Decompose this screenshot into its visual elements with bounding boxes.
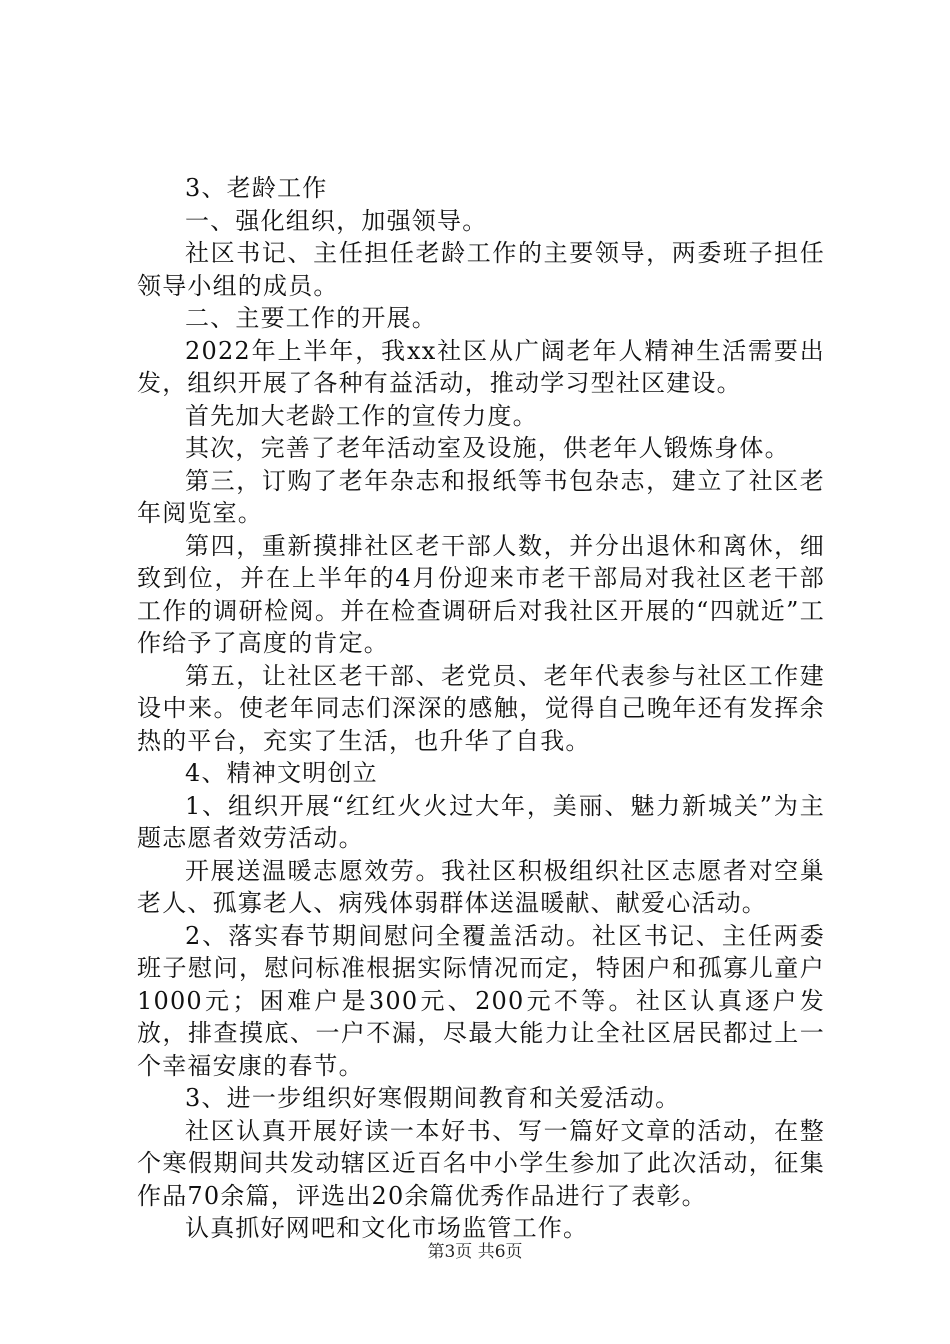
paragraph-warmth-service: 开展送温暖志愿效劳。我社区积极组织社区志愿者对空巢老人、孤寡老人、病残体弱群体送温暖献、献爱心活动。 xyxy=(137,856,825,917)
paragraph-section-civilization: 4、精神文明创立 xyxy=(185,759,378,787)
paragraph-volunteer-activity: 1、组织开展“红红火火过大年，美丽、魅力新城关”为主题志愿者效劳活动。 xyxy=(137,791,825,852)
paragraph-winter-vacation: 3、进一步组织好寒假期间教育和关爱活动。 xyxy=(185,1084,681,1112)
paragraph-strengthen-organization: 一、强化组织，加强领导。 xyxy=(185,206,488,235)
paragraph-activity-room: 其次，完善了老年活动室及设施，供老年人锻炼身体。 xyxy=(185,434,790,462)
paragraph-spring-festival: 2、落实春节期间慰问全覆盖活动。社区书记、主任两委班子慰问，慰问标准根据实际情况而定，特困户和孤寡儿童户1000元；困难户是300元、200元不等。社区认真逐户发放，排查摸底、一户不漏，尽最大能力让全社区居民都过上一个幸福安康的春节。 xyxy=(137,921,825,1080)
paragraph-section-elderly-work: 3、老龄工作 xyxy=(185,174,328,202)
paragraph-participation: 第五，让社区老干部、老党员、老年代表参与社区工作建设中来。使老年同志们深深的感触，觉得自己晚年还有发挥余热的平台，充实了生活，也升华了自我。 xyxy=(137,661,825,755)
paragraph-first-half-2022: 2022年上半年，我xx社区从广阔老年人精神生活需要出发，组织开展了各种有益活动，推动学习型社区建设。 xyxy=(137,336,825,397)
paragraph-reading-room: 第三，订购了老年杂志和报纸等书包杂志，建立了社区老年阅览室。 xyxy=(137,466,825,527)
paragraph-main-work: 二、主要工作的开展。 xyxy=(185,304,437,332)
paragraph-reading-activity: 社区认真开展好读一本好书、写一篇好文章的活动，在整个寒假期间共发动辖区近百名中小学生参加了此次活动，征集作品70余篇，评选出20余篇优秀作品进行了表彰。 xyxy=(137,1116,825,1210)
paragraph-leadership: 社区书记、主任担任老龄工作的主要领导，两委班子担任领导小组的成员。 xyxy=(137,239,825,300)
page-number-footer: 第3页 共6页 xyxy=(427,1242,523,1262)
paragraph-retired-cadres: 第四，重新摸排社区老干部人数，并分出退休和离休，细致到位，并在上半年的4月份迎来市老干部局对我社区老干部工作的调研检阅。并在检查调研后对我社区开展的“四就近”工作给予了高度的肯定。 xyxy=(137,531,825,657)
document-body xyxy=(137,172,825,1245)
paragraph-publicity: 首先加大老龄工作的宣传力度。 xyxy=(185,401,538,430)
paragraph-internet-cafe: 认真抓好网吧和文化市场监管工作。 xyxy=(185,1214,589,1242)
